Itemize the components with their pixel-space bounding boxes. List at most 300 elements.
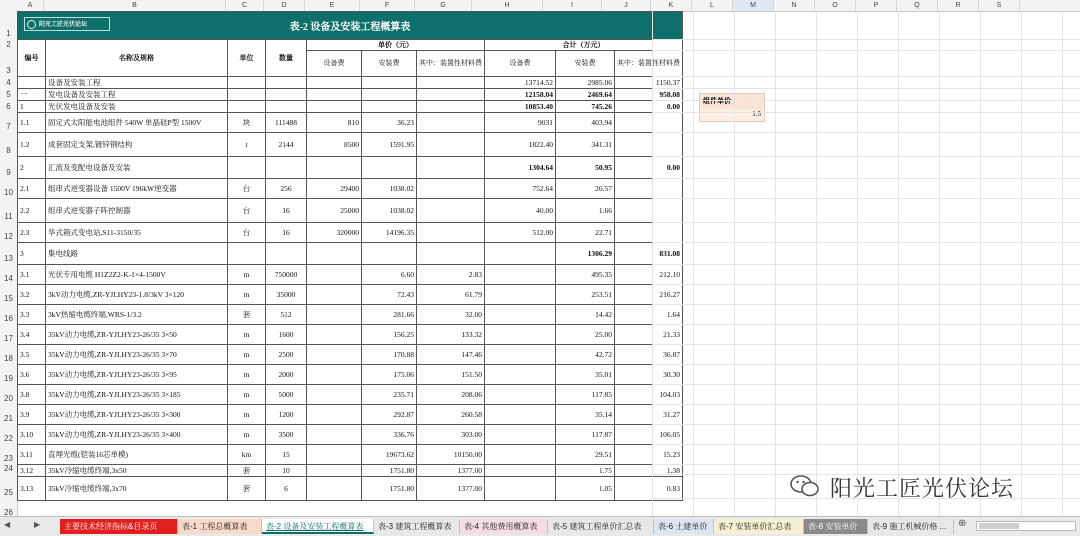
column-header-K[interactable]: K: [651, 0, 692, 11]
cell-equip-total[interactable]: 1822.40: [485, 133, 556, 157]
cell-material-total[interactable]: [615, 199, 683, 223]
cell-install-total[interactable]: 29.51: [556, 445, 615, 465]
cell-name[interactable]: 35kV动力电缆,ZR-YJLHY23-26/35 3×300: [46, 405, 228, 425]
sheet-tab[interactable]: 表-8 安装单价: [804, 519, 868, 534]
cell-no[interactable]: 2.3: [18, 223, 46, 243]
cell-install-total[interactable]: 14.42: [556, 305, 615, 325]
cell-equip-price[interactable]: [307, 477, 362, 501]
column-header-N[interactable]: N: [774, 0, 815, 11]
cell-install-total[interactable]: 25.00: [556, 325, 615, 345]
cell-name[interactable]: 35kV动力电缆,ZR-YJLHY23-26/35 3×185: [46, 385, 228, 405]
cell-material-total[interactable]: 106.05: [615, 425, 683, 445]
cell-equip-price[interactable]: [307, 405, 362, 425]
cell-material-price[interactable]: 303.00: [417, 425, 485, 445]
module-price-box[interactable]: [699, 93, 765, 122]
cell-install-price[interactable]: 1038.02: [362, 179, 417, 199]
cell-equip-total[interactable]: [485, 365, 556, 385]
header-total-material[interactable]: 其中：装置性材料费: [615, 51, 683, 77]
cell-material-price[interactable]: [417, 157, 485, 179]
column-header-M[interactable]: M: [733, 0, 774, 11]
cell-name[interactable]: 35kV冷缩电缆终端,3x50: [46, 465, 228, 477]
row-header-19[interactable]: 19: [4, 374, 13, 383]
cell-material-total[interactable]: 831.08: [615, 243, 683, 265]
cell-material-price[interactable]: [417, 77, 485, 89]
row-header-9[interactable]: 9: [6, 168, 11, 177]
cell-unit[interactable]: m: [228, 325, 266, 345]
cell-name[interactable]: 直埋光缆(铠装16芯单模): [46, 445, 228, 465]
row-header-3[interactable]: 3: [6, 66, 11, 75]
cell-qty[interactable]: 111488: [266, 113, 307, 133]
cell-material-total[interactable]: 36.87: [615, 345, 683, 365]
column-header-R[interactable]: R: [938, 0, 979, 11]
column-header-I[interactable]: I: [543, 0, 602, 11]
cell-equip-total[interactable]: 1304.64: [485, 157, 556, 179]
cell-equip-price[interactable]: [307, 157, 362, 179]
header-total[interactable]: 合计（万元）: [485, 40, 683, 51]
cell-install-price[interactable]: 292.87: [362, 405, 417, 425]
cell-material-total[interactable]: 21.33: [615, 325, 683, 345]
cell-no[interactable]: 3.4: [18, 325, 46, 345]
cell-install-total[interactable]: 341.31: [556, 133, 615, 157]
cell-material-price[interactable]: 2.83: [417, 265, 485, 285]
cell-material-total[interactable]: 0.00: [615, 101, 683, 113]
cell-unit[interactable]: m: [228, 425, 266, 445]
cell-qty[interactable]: 256: [266, 179, 307, 199]
cell-install-price[interactable]: 6.60: [362, 265, 417, 285]
column-header-O[interactable]: O: [815, 0, 856, 11]
cell-equip-price[interactable]: [307, 465, 362, 477]
column-header-J[interactable]: J: [602, 0, 651, 11]
row-header-11[interactable]: 11: [4, 212, 13, 221]
cell-material-total[interactable]: 212.10: [615, 265, 683, 285]
cell-install-price[interactable]: 281.66: [362, 305, 417, 325]
cell-equip-total[interactable]: 10853.40: [485, 101, 556, 113]
row-header-6[interactable]: 6: [6, 102, 11, 111]
scrollbar-thumb[interactable]: [979, 523, 1019, 529]
row-header-18[interactable]: 18: [4, 354, 13, 363]
header-total-install[interactable]: 安装费: [556, 51, 615, 77]
column-header-E[interactable]: E: [305, 0, 360, 11]
cell-qty[interactable]: [266, 101, 307, 113]
row-header-17[interactable]: 17: [4, 334, 13, 343]
cell-unit[interactable]: [228, 101, 266, 113]
cell-install-total[interactable]: 1.05: [556, 477, 615, 501]
header-unit[interactable]: 单位: [228, 40, 266, 77]
cell-equip-price[interactable]: [307, 243, 362, 265]
cell-unit[interactable]: 套: [228, 465, 266, 477]
header-unit-price[interactable]: 单价（元）: [307, 40, 485, 51]
cell-material-total[interactable]: 958.08: [615, 89, 683, 101]
cell-material-price[interactable]: [417, 133, 485, 157]
cell-no[interactable]: 2.2: [18, 199, 46, 223]
cell-qty[interactable]: 35000: [266, 285, 307, 305]
header-equip[interactable]: 设备费: [307, 51, 362, 77]
cell-equip-price[interactable]: [307, 365, 362, 385]
cell-material-total[interactable]: 1150.37: [615, 77, 683, 89]
cell-no[interactable]: 1: [18, 101, 46, 113]
cell-name[interactable]: 组串式逆变器子阵控制器: [46, 199, 228, 223]
cell-equip-total[interactable]: 12158.04: [485, 89, 556, 101]
row-header-15[interactable]: 15: [4, 294, 13, 303]
cell-no[interactable]: 3.3: [18, 305, 46, 325]
cell-install-price[interactable]: 36.23: [362, 113, 417, 133]
cell-material-total[interactable]: 1.64: [615, 305, 683, 325]
cell-material-price[interactable]: [417, 223, 485, 243]
cell-equip-price[interactable]: 810: [307, 113, 362, 133]
cell-no[interactable]: 3.13: [18, 477, 46, 501]
cell-unit[interactable]: m: [228, 345, 266, 365]
cell-material-price[interactable]: 208.06: [417, 385, 485, 405]
cell-no[interactable]: 3: [18, 243, 46, 265]
cell-install-price[interactable]: 72.43: [362, 285, 417, 305]
cell-material-total[interactable]: 0.83: [615, 477, 683, 501]
cell-equip-total[interactable]: [485, 385, 556, 405]
cell-name[interactable]: 35kV动力电缆,ZR-YJLHY23-26/35 3×70: [46, 345, 228, 365]
column-header-C[interactable]: C: [226, 0, 264, 11]
cell-name[interactable]: 发电设备及安装工程: [46, 89, 228, 101]
cell-material-price[interactable]: 1377.00: [417, 465, 485, 477]
cell-unit[interactable]: m: [228, 285, 266, 305]
cell-unit[interactable]: m: [228, 365, 266, 385]
cell-qty[interactable]: [266, 157, 307, 179]
cell-equip-price[interactable]: [307, 385, 362, 405]
cell-material-price[interactable]: [417, 101, 485, 113]
cell-no[interactable]: 1.1: [18, 113, 46, 133]
cell-install-price[interactable]: 175.06: [362, 365, 417, 385]
table-row: [18, 385, 683, 405]
cell-material-total[interactable]: 216.27: [615, 285, 683, 305]
cell-unit[interactable]: 块: [228, 113, 266, 133]
next-sheet-icon[interactable]: ▶: [34, 520, 41, 529]
header-qty[interactable]: 数量: [266, 40, 307, 77]
row-header-1[interactable]: 1: [6, 29, 11, 38]
cell-qty[interactable]: 16: [266, 199, 307, 223]
cell-no[interactable]: 1.2: [18, 133, 46, 157]
cell-install-total[interactable]: 50.95: [556, 157, 615, 179]
cell-unit[interactable]: m: [228, 405, 266, 425]
cell-equip-total[interactable]: [485, 345, 556, 365]
cell-qty[interactable]: 2144: [266, 133, 307, 157]
cell-unit[interactable]: [228, 89, 266, 101]
cell-name[interactable]: 组串式逆变器设备 1500V 196kW逆变器: [46, 179, 228, 199]
cell-name[interactable]: 35kV动力电缆,ZR-YJLHY23-26/35 3×400: [46, 425, 228, 445]
cell-equip-price[interactable]: [307, 445, 362, 465]
sheet-tab[interactable]: 表-4 其他费用概算表: [460, 519, 548, 534]
header-no[interactable]: 编号: [18, 40, 46, 77]
cell-qty[interactable]: 1200: [266, 405, 307, 425]
cell-install-total[interactable]: 1306.29: [556, 243, 615, 265]
row-header-5[interactable]: 5: [6, 90, 11, 99]
cell-qty[interactable]: 2500: [266, 345, 307, 365]
cell-material-price[interactable]: [417, 199, 485, 223]
cell-equip-total[interactable]: 9031: [485, 113, 556, 133]
cell-install-price[interactable]: 156.25: [362, 325, 417, 345]
row-header-8[interactable]: 8: [6, 146, 11, 155]
cell-qty[interactable]: 5000: [266, 385, 307, 405]
page-title: 表-2 设备及安装工程概算表: [289, 22, 411, 33]
gridline: [652, 178, 1080, 179]
cell-name[interactable]: 3kV热缩电缆终端,WRS-1/3.2: [46, 305, 228, 325]
cell-qty[interactable]: 750000: [266, 265, 307, 285]
row-header-4[interactable]: 4: [6, 78, 11, 87]
cell-install-total[interactable]: 2469.64: [556, 89, 615, 101]
cell-install-total[interactable]: 403.94: [556, 113, 615, 133]
row-header-22[interactable]: 22: [4, 434, 13, 443]
cell-no[interactable]: 3.1: [18, 265, 46, 285]
cell-material-price[interactable]: 260.58: [417, 405, 485, 425]
cell-name[interactable]: 设备及安装工程: [46, 77, 228, 89]
column-header-L[interactable]: L: [692, 0, 733, 11]
cell-equip-price[interactable]: [307, 425, 362, 445]
sheet-tab[interactable]: 表-1 工程总概算表: [178, 519, 262, 534]
cell-no[interactable]: 2: [18, 157, 46, 179]
cell-qty[interactable]: 15: [266, 445, 307, 465]
worksheet-grid[interactable]: [17, 11, 1080, 516]
cell-install-total[interactable]: 26.57: [556, 179, 615, 199]
cell-install-price[interactable]: 19673.62: [362, 445, 417, 465]
cell-unit[interactable]: 台: [228, 179, 266, 199]
cell-equip-total[interactable]: 752.64: [485, 179, 556, 199]
cell-install-price[interactable]: 1038.02: [362, 199, 417, 223]
cell-material-price[interactable]: 151.50: [417, 365, 485, 385]
cell-material-total[interactable]: [615, 179, 683, 199]
column-header-A[interactable]: A: [17, 0, 44, 11]
cell-equip-price[interactable]: 8500: [307, 133, 362, 157]
header-material[interactable]: 其中：装置性材料费: [417, 51, 485, 77]
row-header-16[interactable]: 16: [4, 314, 13, 323]
cell-equip-total[interactable]: [485, 305, 556, 325]
row-header-25[interactable]: 25: [4, 488, 13, 497]
cell-name[interactable]: 35kV动力电缆,ZR-YJLHY23-26/35 3×95: [46, 365, 228, 385]
cell-install-price[interactable]: 235.71: [362, 385, 417, 405]
cell-material-price[interactable]: [417, 89, 485, 101]
cell-equip-total[interactable]: [485, 243, 556, 265]
row-header-7[interactable]: 7: [6, 122, 11, 131]
column-header-B[interactable]: B: [44, 0, 226, 11]
cell-unit[interactable]: 套: [228, 477, 266, 501]
add-sheet-icon[interactable]: ⊕: [958, 518, 967, 529]
cell-equip-total[interactable]: [485, 325, 556, 345]
row-header-23[interactable]: 23: [4, 454, 13, 463]
cell-install-total[interactable]: 42.72: [556, 345, 615, 365]
cell-no[interactable]: 3.8: [18, 385, 46, 405]
cell-material-price[interactable]: 1377.00: [417, 477, 485, 501]
cell-install-price[interactable]: [362, 243, 417, 265]
cell-equip-total[interactable]: [485, 285, 556, 305]
cell-name[interactable]: 汇流及变配电设备及安装: [46, 157, 228, 179]
cell-no[interactable]: 3.5: [18, 345, 46, 365]
cell-no[interactable]: 一: [18, 89, 46, 101]
cell-no[interactable]: 3.10: [18, 425, 46, 445]
cell-equip-price[interactable]: [307, 77, 362, 89]
cell-qty[interactable]: 10: [266, 465, 307, 477]
cell-material-total[interactable]: 31.27: [615, 405, 683, 425]
cell-qty[interactable]: 512: [266, 305, 307, 325]
cell-qty[interactable]: [266, 89, 307, 101]
sheet-tab[interactable]: 表-3 建筑工程概算表: [374, 519, 460, 534]
cell-material-total[interactable]: 0.00: [615, 157, 683, 179]
column-header-S[interactable]: S: [979, 0, 1020, 11]
cell-qty[interactable]: 16: [266, 223, 307, 243]
cell-equip-total[interactable]: [485, 405, 556, 425]
cell-material-price[interactable]: 147.46: [417, 345, 485, 365]
sheet-tab[interactable]: 表-6 土建单价: [654, 519, 714, 534]
cell-install-total[interactable]: 495.35: [556, 265, 615, 285]
cell-name[interactable]: 固定式太阳能电池组件 540W 单晶硅P型 1500V: [46, 113, 228, 133]
cell-name[interactable]: 集电线路: [46, 243, 228, 265]
cell-install-total[interactable]: 117.87: [556, 425, 615, 445]
row-header-bar: [0, 11, 18, 516]
cell-install-price[interactable]: [362, 157, 417, 179]
cell-equip-price[interactable]: [307, 265, 362, 285]
cell-no[interactable]: 3.9: [18, 405, 46, 425]
column-header-D[interactable]: D: [264, 0, 305, 11]
cell-qty[interactable]: 3500: [266, 425, 307, 445]
cell-equip-price[interactable]: [307, 101, 362, 113]
cell-install-total[interactable]: 1.66: [556, 199, 615, 223]
cell-name[interactable]: 35kV动力电缆,ZR-YJLHY23-26/35 3×50: [46, 325, 228, 345]
sheet-tab[interactable]: 表-7 安装单价汇总表: [714, 519, 804, 534]
cell-install-total[interactable]: 22.71: [556, 223, 615, 243]
row-header-10[interactable]: 10: [4, 188, 13, 197]
cell-material-total[interactable]: [615, 113, 683, 133]
cell-unit[interactable]: m: [228, 385, 266, 405]
cell-material-total[interactable]: [615, 223, 683, 243]
cell-equip-total[interactable]: [485, 477, 556, 501]
cell-material-price[interactable]: 10150.00: [417, 445, 485, 465]
header-total-equip[interactable]: 设备费: [485, 51, 556, 77]
sheet-tab[interactable]: 主要技术经济指标&目录页: [60, 519, 178, 534]
cell-equip-total[interactable]: [485, 445, 556, 465]
cell-unit[interactable]: t: [228, 133, 266, 157]
cell-material-price[interactable]: [417, 243, 485, 265]
cell-unit[interactable]: [228, 243, 266, 265]
cell-install-total[interactable]: 2985.06: [556, 77, 615, 89]
cell-qty[interactable]: 6: [266, 477, 307, 501]
row-header-14[interactable]: 14: [4, 274, 13, 283]
cell-qty[interactable]: [266, 77, 307, 89]
sheet-tab[interactable]: 表-9 施工机械价格 ...: [868, 519, 954, 534]
row-header-2[interactable]: 2: [6, 40, 11, 49]
header-name[interactable]: 名称及规格: [46, 40, 228, 77]
module-price-value[interactable]: 1.5: [700, 109, 764, 121]
cell-name[interactable]: 光伏专用电缆 H1Z2Z2-K-1×4-1500V: [46, 265, 228, 285]
cell-material-price[interactable]: [417, 179, 485, 199]
cell-install-total[interactable]: 117.85: [556, 385, 615, 405]
cell-qty[interactable]: 2000: [266, 365, 307, 385]
cell-install-total[interactable]: 745.26: [556, 101, 615, 113]
cell-unit[interactable]: m: [228, 265, 266, 285]
cell-unit[interactable]: 台: [228, 199, 266, 223]
cell-install-price[interactable]: 1751.80: [362, 477, 417, 501]
cell-install-total[interactable]: 35.14: [556, 405, 615, 425]
row-header-21[interactable]: 21: [4, 414, 13, 423]
cell-name[interactable]: 华式箱式变电站,S11-3150/35: [46, 223, 228, 243]
cell-material-price[interactable]: 133.32: [417, 325, 485, 345]
cell-install-price[interactable]: [362, 101, 417, 113]
cell-install-price[interactable]: 14196.35: [362, 223, 417, 243]
cell-equip-total[interactable]: 40.00: [485, 199, 556, 223]
cell-equip-total[interactable]: 13714.52: [485, 77, 556, 89]
row-header-26[interactable]: 26: [4, 508, 13, 516]
row-header-13[interactable]: 13: [4, 254, 13, 263]
cell-equip-price[interactable]: [307, 285, 362, 305]
cell-qty[interactable]: [266, 243, 307, 265]
column-header-Q[interactable]: Q: [897, 0, 938, 11]
cell-unit[interactable]: 台: [228, 223, 266, 243]
cell-equip-price[interactable]: [307, 89, 362, 101]
sheet-tab[interactable]: 表-2 设备及安装工程概算表: [262, 519, 374, 534]
cell-equip-price[interactable]: [307, 325, 362, 345]
cell-equip-total[interactable]: 512.00: [485, 223, 556, 243]
cell-material-price[interactable]: [417, 113, 485, 133]
cell-equip-price[interactable]: 320000: [307, 223, 362, 243]
cell-name[interactable]: 35kV冷缩电缆终端,3x70: [46, 477, 228, 501]
cell-install-price[interactable]: 336.76: [362, 425, 417, 445]
horizontal-scrollbar[interactable]: [976, 521, 1076, 531]
cell-no[interactable]: 3.2: [18, 285, 46, 305]
cell-equip-price[interactable]: 29400: [307, 179, 362, 199]
cell-material-total[interactable]: 1.38: [615, 465, 683, 477]
cell-material-total[interactable]: 104.03: [615, 385, 683, 405]
cell-install-price[interactable]: [362, 89, 417, 101]
cell-equip-total[interactable]: [485, 265, 556, 285]
cell-unit[interactable]: km: [228, 445, 266, 465]
cell-install-price[interactable]: 1591.95: [362, 133, 417, 157]
cell-install-price[interactable]: 170.88: [362, 345, 417, 365]
cell-material-total[interactable]: 15.23: [615, 445, 683, 465]
cell-equip-price[interactable]: [307, 345, 362, 365]
cell-qty[interactable]: 1600: [266, 325, 307, 345]
column-header-H[interactable]: H: [472, 0, 543, 11]
cell-material-price[interactable]: 32.00: [417, 305, 485, 325]
cell-no[interactable]: 3.12: [18, 465, 46, 477]
cell-install-total[interactable]: 253.51: [556, 285, 615, 305]
cell-material-price[interactable]: 61.79: [417, 285, 485, 305]
cell-install-total[interactable]: 1.75: [556, 465, 615, 477]
cell-no[interactable]: 3.6: [18, 365, 46, 385]
cell-install-price[interactable]: [362, 77, 417, 89]
cell-equip-price[interactable]: 25000: [307, 199, 362, 223]
column-header-F[interactable]: F: [360, 0, 415, 11]
cell-no[interactable]: 2.1: [18, 179, 46, 199]
cell-name[interactable]: 成套固定支架,镀锌钢结构: [46, 133, 228, 157]
cell-name[interactable]: 光伏发电设备及安装: [46, 101, 228, 113]
cell-equip-total[interactable]: [485, 425, 556, 445]
prev-sheet-icon[interactable]: ◀: [4, 520, 11, 529]
row-header-12[interactable]: 12: [4, 232, 13, 241]
cell-equip-total[interactable]: [485, 465, 556, 477]
cell-install-total[interactable]: 35.01: [556, 365, 615, 385]
cell-install-price[interactable]: 1751.80: [362, 465, 417, 477]
cell-no[interactable]: 3.11: [18, 445, 46, 465]
cell-no[interactable]: [18, 77, 46, 89]
row-header-24[interactable]: 24: [4, 464, 13, 473]
cell-equip-price[interactable]: [307, 305, 362, 325]
row-header-20[interactable]: 20: [4, 394, 13, 403]
cell-name[interactable]: 3kV动力电缆,ZR-YJLHY23-1.8/3kV 3×120: [46, 285, 228, 305]
cell-unit[interactable]: 套: [228, 305, 266, 325]
sheet-tab[interactable]: 表-5 建筑工程单价汇总表: [548, 519, 654, 534]
logo-text: 阳光工匠光伏论坛: [39, 22, 88, 28]
cell-material-total[interactable]: 30.30: [615, 365, 683, 385]
cell-unit[interactable]: [228, 77, 266, 89]
cell-material-total[interactable]: [615, 133, 683, 157]
header-install[interactable]: 安装费: [362, 51, 417, 77]
column-header-G[interactable]: G: [415, 0, 472, 11]
cell-unit[interactable]: [228, 157, 266, 179]
column-header-P[interactable]: P: [856, 0, 897, 11]
